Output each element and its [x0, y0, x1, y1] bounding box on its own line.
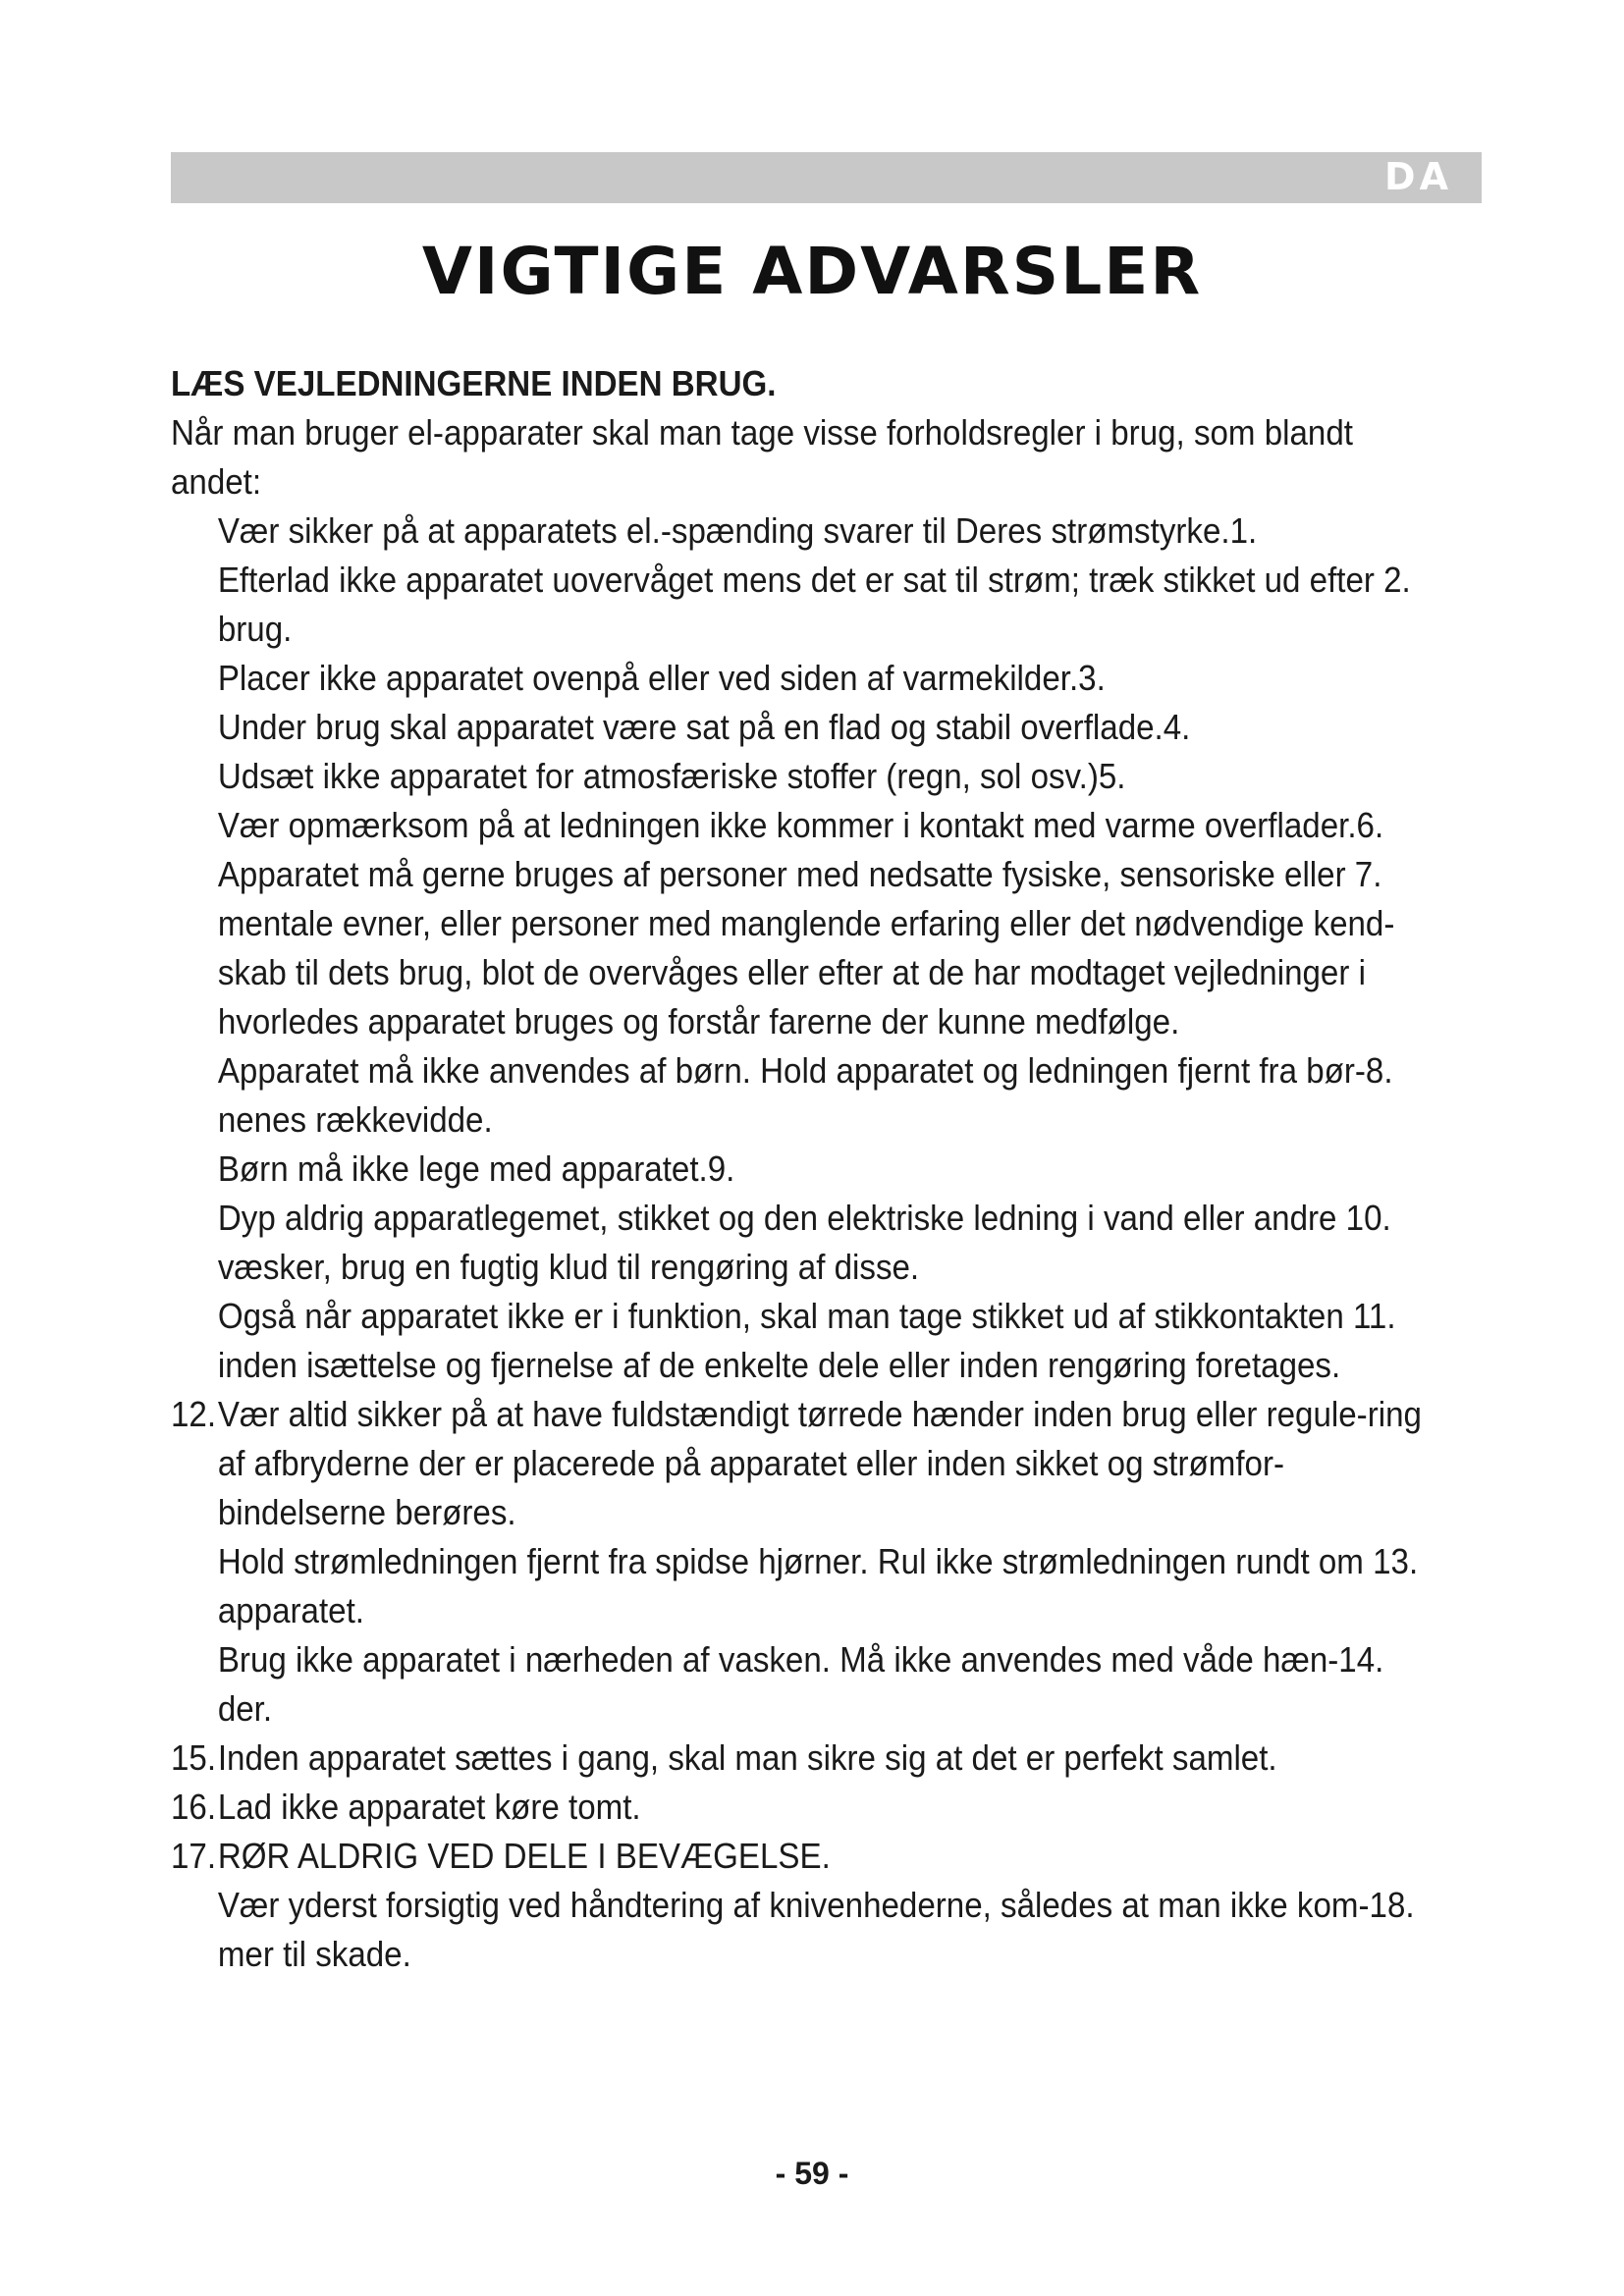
warning-text: Dyp aldrig apparatlegemet, stikket og den elektriske ledning i vand eller andre 10. væsker, brug en fugtig klud til rengøring af disse.	[217, 1198, 1391, 1287]
intro-heading: LÆS VEJLEDNINGERNE INDEN BRUG.	[171, 363, 777, 403]
language-code: DA	[1384, 155, 1452, 198]
warning-text: Apparatet må ikke anvendes af børn. Hold apparatet og ledningen fjernt fra bør-8. nenes rækkevidde.	[217, 1050, 1393, 1140]
warning-text: Vær sikker på at apparatets el.-spænding svarer til Deres strømstyrke.1.	[217, 510, 1258, 551]
warning-item-7	[171, 850, 1435, 1046]
warning-text: Placer ikke apparatet ovenpå eller ved siden af varmekilder.3.	[217, 658, 1106, 698]
warning-item-1	[171, 507, 1435, 556]
warning-text: Brug ikke apparatet i nærheden af vasken. Må ikke anvendes med våde hæn-14. der.	[217, 1639, 1384, 1729]
warning-item-12	[171, 1390, 1435, 1537]
warning-item-5	[171, 752, 1435, 801]
warning-item-13	[171, 1537, 1435, 1635]
item-number: 12.	[171, 1394, 217, 1434]
warning-item-8	[171, 1046, 1435, 1145]
warning-item-14	[171, 1635, 1435, 1734]
warning-item-17	[171, 1832, 1435, 1881]
item-number: 16.	[171, 1787, 217, 1827]
warning-text: Efterlad ikke apparatet uovervåget mens det er sat til strøm; træk stikket ud efter 2. brug.	[217, 560, 1411, 649]
intro-text: Når man bruger el-apparater skal man tage visse forholdsregler i brug, som blandt andet:	[171, 412, 1353, 502]
warning-item-4	[171, 703, 1435, 752]
item-number: 15.	[171, 1737, 217, 1778]
warning-item-9	[171, 1145, 1435, 1194]
warning-text: Apparatet må gerne bruges af personer med nedsatte fysiske, sensoriske eller 7. mentale evner, eller personer med manglende erfaring eller det nødvendige kend-skab til dets brug, blot de overvåges eller efter at de har modtaget vejledninger i hvorledes apparatet bruges og forstår farerne der kunne medfølge.	[217, 854, 1395, 1041]
warning-text: Udsæt ikke apparatet for atmosfæriske stoffer (regn, sol osv.)5.	[217, 756, 1126, 796]
page-title: VIGTIGE ADVARSLER	[421, 234, 1203, 309]
warning-text: Vær opmærksom på at ledningen ikke kommer i kontakt med varme overflader.6.	[217, 805, 1384, 845]
warning-text: Vær yderst forsigtig ved håndtering af knivenhederne, således at man ikke kom-18. mer til skade.	[217, 1885, 1415, 1974]
warning-text: Lad ikke apparatet køre tomt.	[217, 1787, 641, 1827]
warning-text: Under brug skal apparatet være sat på en flad og stabil overflade.4.	[217, 707, 1191, 747]
warning-item-6	[171, 801, 1435, 850]
warning-text: Også når apparatet ikke er i funktion, skal man tage stikket ud af stikkontakten 11. inden isættelse og fjernelse af de enkelte dele eller inden rengøring foretages.	[217, 1296, 1396, 1385]
language-banner	[171, 152, 1482, 203]
warning-text: Vær altid sikker på at have fuldstændigt tørrede hænder inden brug eller regule-ring af afbryderne der er placerede på apparatet eller inden sikket og strømfor-bindelserne berøres.	[217, 1394, 1422, 1532]
warning-item-3	[171, 654, 1435, 703]
warning-item-11	[171, 1292, 1435, 1390]
warning-item-16	[171, 1783, 1435, 1832]
warning-text: Inden apparatet sættes i gang, skal man sikre sig at det er perfekt samlet.	[217, 1737, 1277, 1778]
warning-text: Hold strømledningen fjernt fra spidse hjørner. Rul ikke strømledningen rundt om 13. apparatet.	[217, 1541, 1419, 1630]
warning-item-15	[171, 1734, 1435, 1783]
warning-item-18	[171, 1881, 1435, 1979]
warnings-body	[171, 359, 1435, 1979]
page-number: - 59 -	[775, 2156, 849, 2191]
warning-item-10	[171, 1194, 1435, 1292]
warning-text: Børn må ikke lege med apparatet.9.	[217, 1148, 735, 1189]
warning-text: RØR ALDRIG VED DELE I BEVÆGELSE.	[217, 1836, 831, 1876]
warning-item-2	[171, 556, 1435, 654]
item-number: 17.	[171, 1836, 217, 1876]
